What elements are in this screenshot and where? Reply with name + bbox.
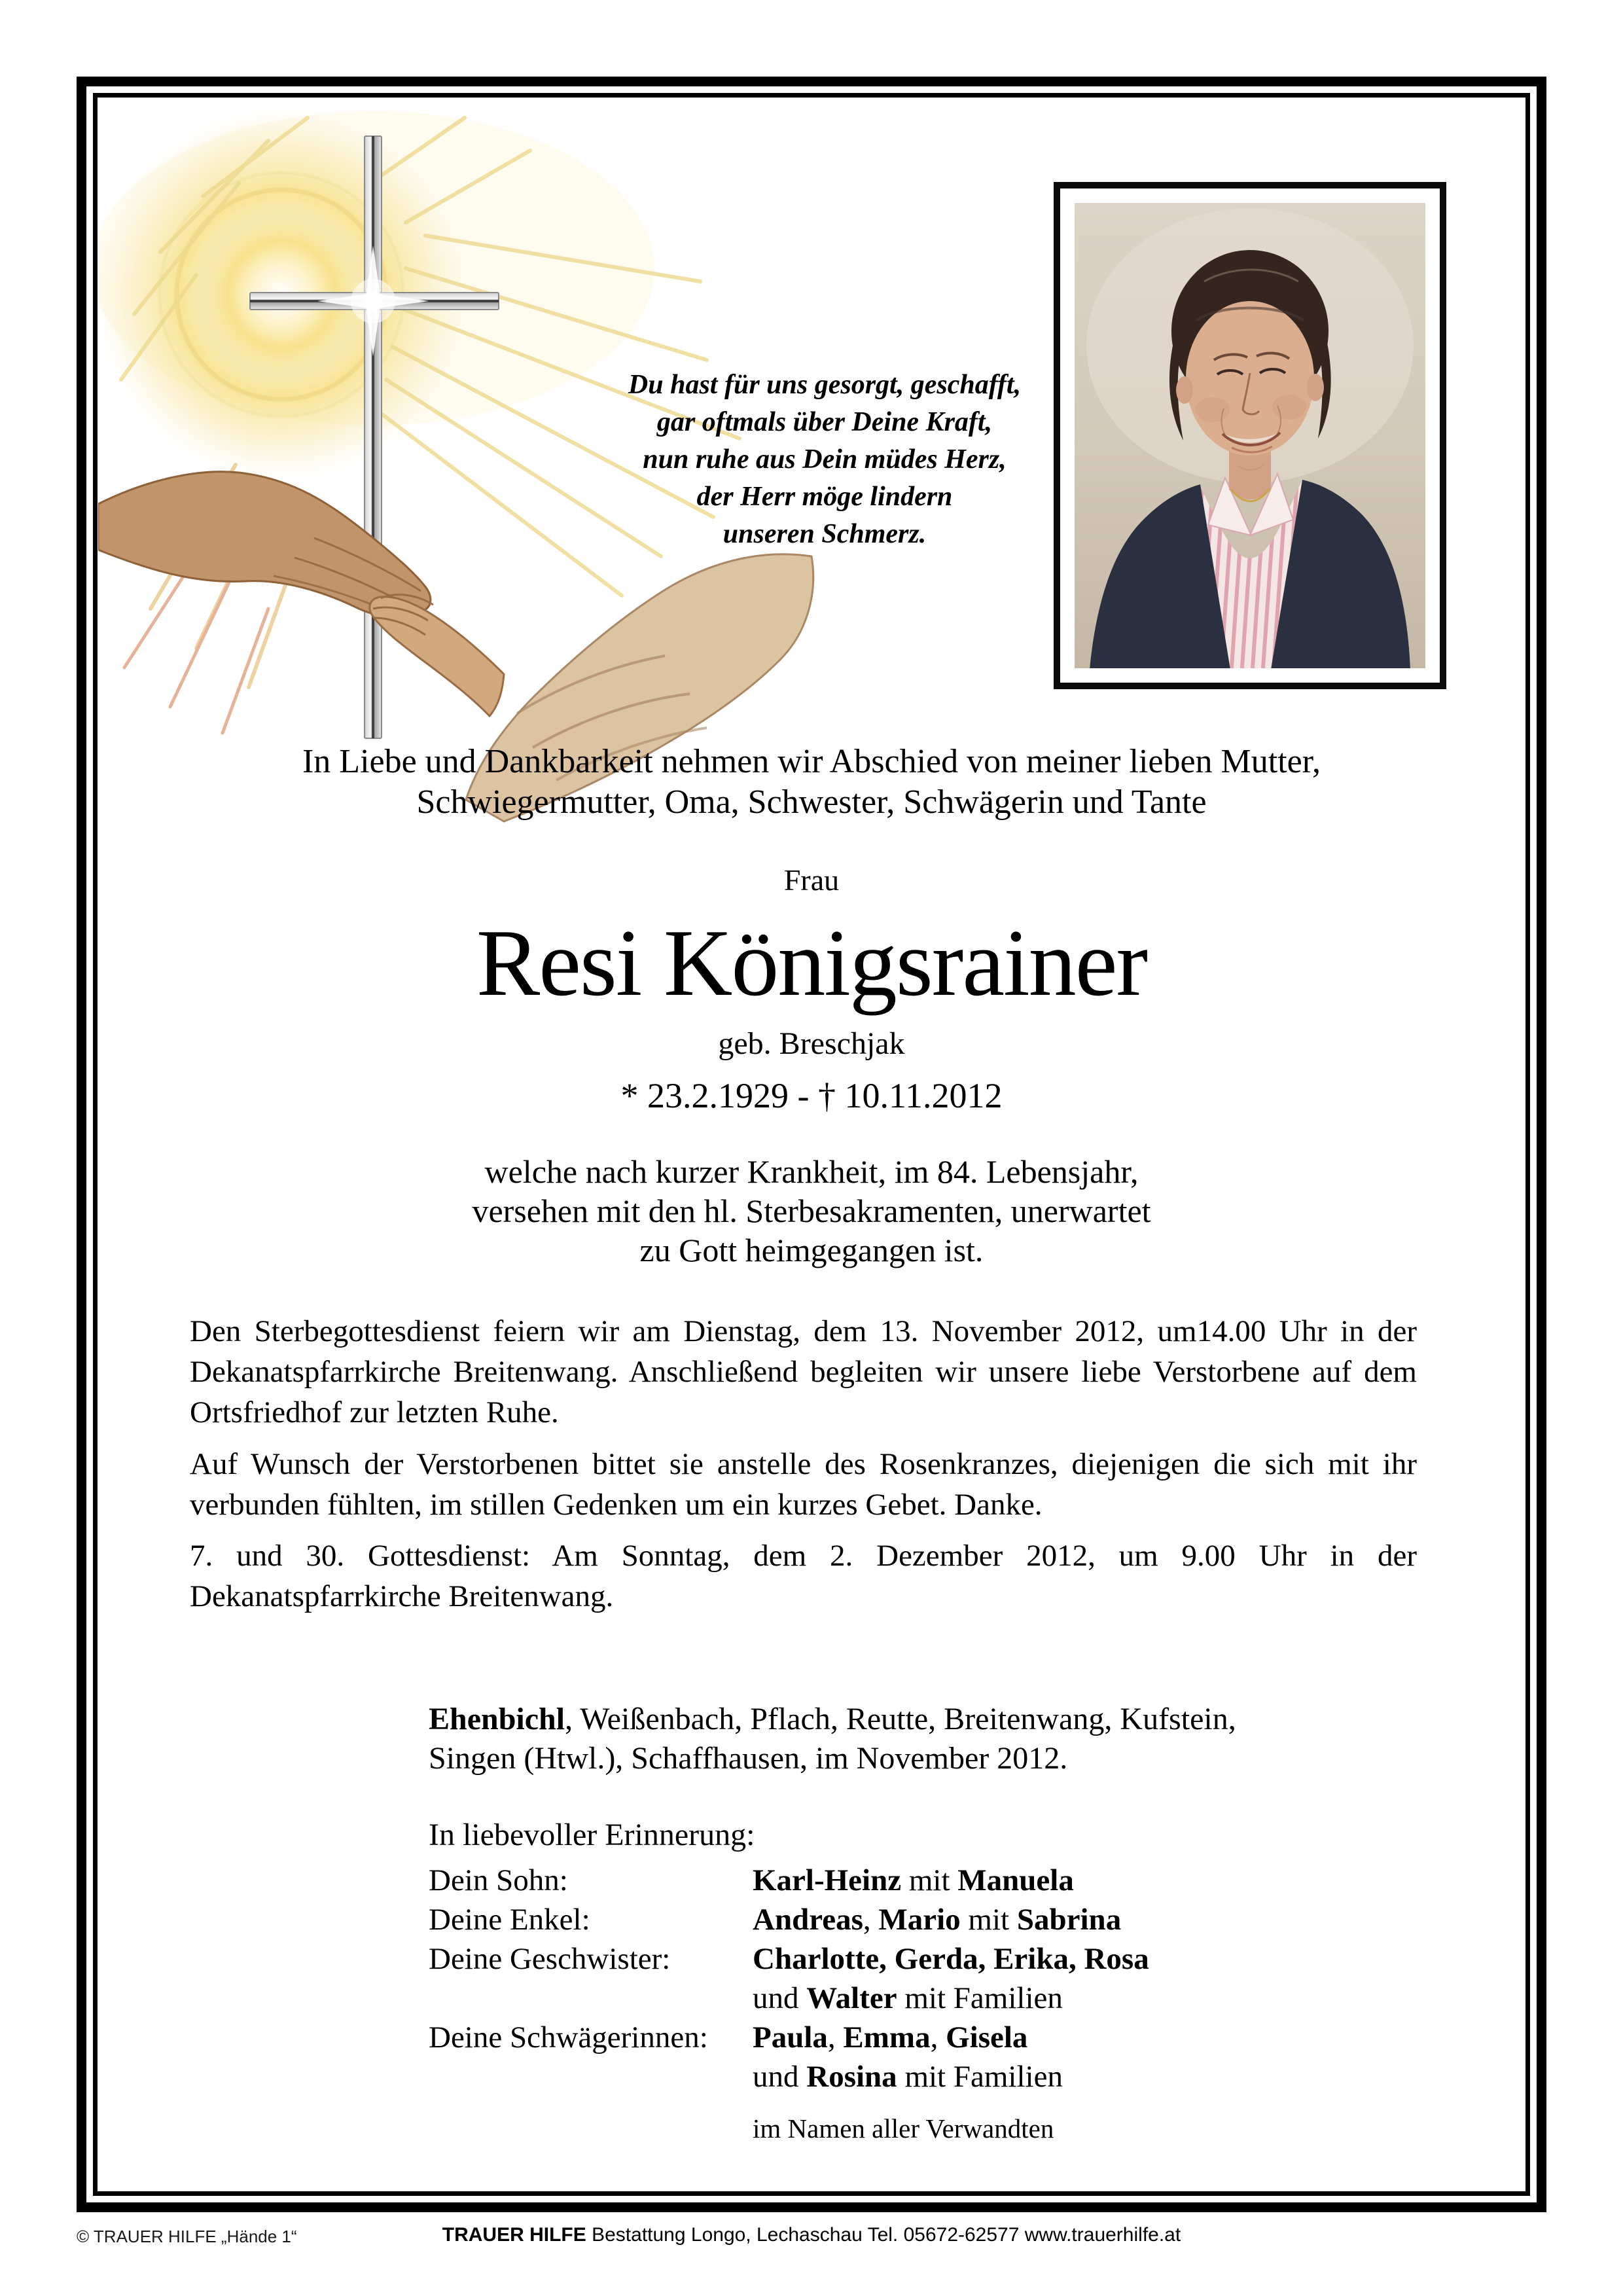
family-list [429,1861,1450,2096]
death-notice-line: versehen mit den hl. Sterbesakramenten, unerwartet [472,1193,1151,1229]
prayer-wish-paragraph: Auf Wunsch der Verstorbenen bittet sie anstelle des Rosenkranzes, diejenigen die sich mit ihr verbunden fühlten, im stillen Gedenken um ein kurzes Gebet. Danke. [190,1447,1417,1522]
family-value [753,1979,1063,2018]
family-member-name: Gisela [946,2020,1028,2054]
family-member-name: Paula [753,2020,828,2054]
remembrance-heading: In liebevoller Erinnerung: [429,1818,755,1852]
family-label [429,2057,753,2096]
family-value-text: mit Familien [897,2060,1063,2094]
deceased-portrait-photo [1054,182,1446,689]
farewell-intro-line: In Liebe und Dankbarkeit nehmen wir Abschied von meiner lieben Mutter, [302,743,1321,780]
family-row [429,1979,1450,2018]
family-value [753,2018,1027,2057]
family-row [429,2018,1450,2057]
family-value-text: , [930,2020,946,2054]
poem-line: unseren Schmerz. [722,519,927,549]
family-member-name: Karl-Heinz [753,1863,902,1897]
family-value-text: mit [901,1863,958,1897]
family-label: Deine Schwägerinnen: [429,2020,708,2054]
memorial-poem [576,367,1073,553]
death-notice-line: zu Gott heimgegangen ist. [639,1232,984,1268]
location-lead: Ehenbichl [429,1702,565,1736]
family-value [753,2057,1063,2096]
mourning-locations-line [429,1700,1436,1739]
family-label [429,1979,753,2018]
mourning-locations [429,1700,1436,1778]
family-member-name: Mario [878,1903,961,1937]
maiden-name: geb. Breschjak [718,1026,905,1061]
family-value-text: mit [960,1903,1017,1937]
family-value [753,1900,1121,1939]
mourning-locations-line: Singen (Htwl.), Schaffhausen, im November 2012. [429,1741,1068,1776]
family-value [753,1861,1074,1900]
artwork-credit: © TRAUER HILFE „Hände 1“ [77,2227,297,2246]
death-notice-line: welche nach kurzer Krankheit, im 84. Lebensjahr, [484,1153,1139,1190]
location-rest: , Weißenbach, Pflach, Reutte, Breitenwang, Kufstein, [565,1702,1236,1736]
poem-line: der Herr möge lindern [696,482,953,512]
family-value-text: , [827,2020,844,2054]
family-member-name: Walter [806,1981,897,2015]
salutation: Frau [783,863,840,897]
poem-line: nun ruhe aus Dein müdes Herz, [643,444,1007,475]
life-dates: * 23.2.1929 - † 10.11.2012 [620,1076,1003,1115]
family-member-name: Charlotte, Gerda, Erika, Rosa [753,1942,1149,1976]
farewell-intro-line: Schwiegermutter, Oma, Schwester, Schwägerin und Tante [416,783,1207,821]
family-value-text: , [863,1903,879,1937]
family-value-text: und [753,2060,807,2094]
memorial-service-paragraph: 7. und 30. Gottesdienst: Am Sonntag, dem 2. Dezember 2012, um 9.00 Uhr in der Dekanatspfarrkirche Breitenwang. [190,1539,1417,1613]
poem-line: Du hast für uns gesorgt, geschafft, [628,370,1022,400]
family-value-text: mit Familien [897,1981,1063,2015]
family-label: Dein Sohn: [429,1863,568,1897]
family-row [429,2057,1450,2096]
closing-note: im Namen aller Verwandten [753,2113,1054,2144]
family-row [429,1861,1450,1900]
farewell-intro [0,742,1623,823]
family-member-name: Rosina [806,2060,897,2094]
family-member-name: Emma [843,2020,931,2054]
publisher-details: Bestattung Longo, Lechaschau Tel. 05672-62577 www.trauerhilfe.at [586,2224,1181,2246]
family-value [753,1939,1149,1979]
family-label: Deine Enkel: [429,1903,590,1937]
family-member-name: Andreas [753,1903,863,1937]
family-member-name: Manuela [957,1863,1074,1897]
family-label: Deine Geschwister: [429,1942,671,1976]
family-row [429,1939,1450,1979]
death-notice [0,1152,1623,1270]
family-member-name: Sabrina [1016,1903,1122,1937]
funeral-service-paragraph: Den Sterbegottesdienst feiern wir am Dienstag, dem 13. November 2012, um14.00 Uhr in der Dekanatspfarrkirche Breitenwang. Anschließend begleiten wir unsere liebe Verstorbene auf dem Ortsfriedhof zur letzten Ruhe. [190,1314,1417,1429]
publisher-name: TRAUER HILFE [442,2224,586,2246]
deceased-name: Resi Königsrainer [476,910,1147,1016]
family-row [429,1900,1450,1939]
poem-line: gar oftmals über Deine Kraft, [656,407,993,437]
publisher-line [0,2224,1623,2246]
family-value-text: und [753,1981,807,2015]
